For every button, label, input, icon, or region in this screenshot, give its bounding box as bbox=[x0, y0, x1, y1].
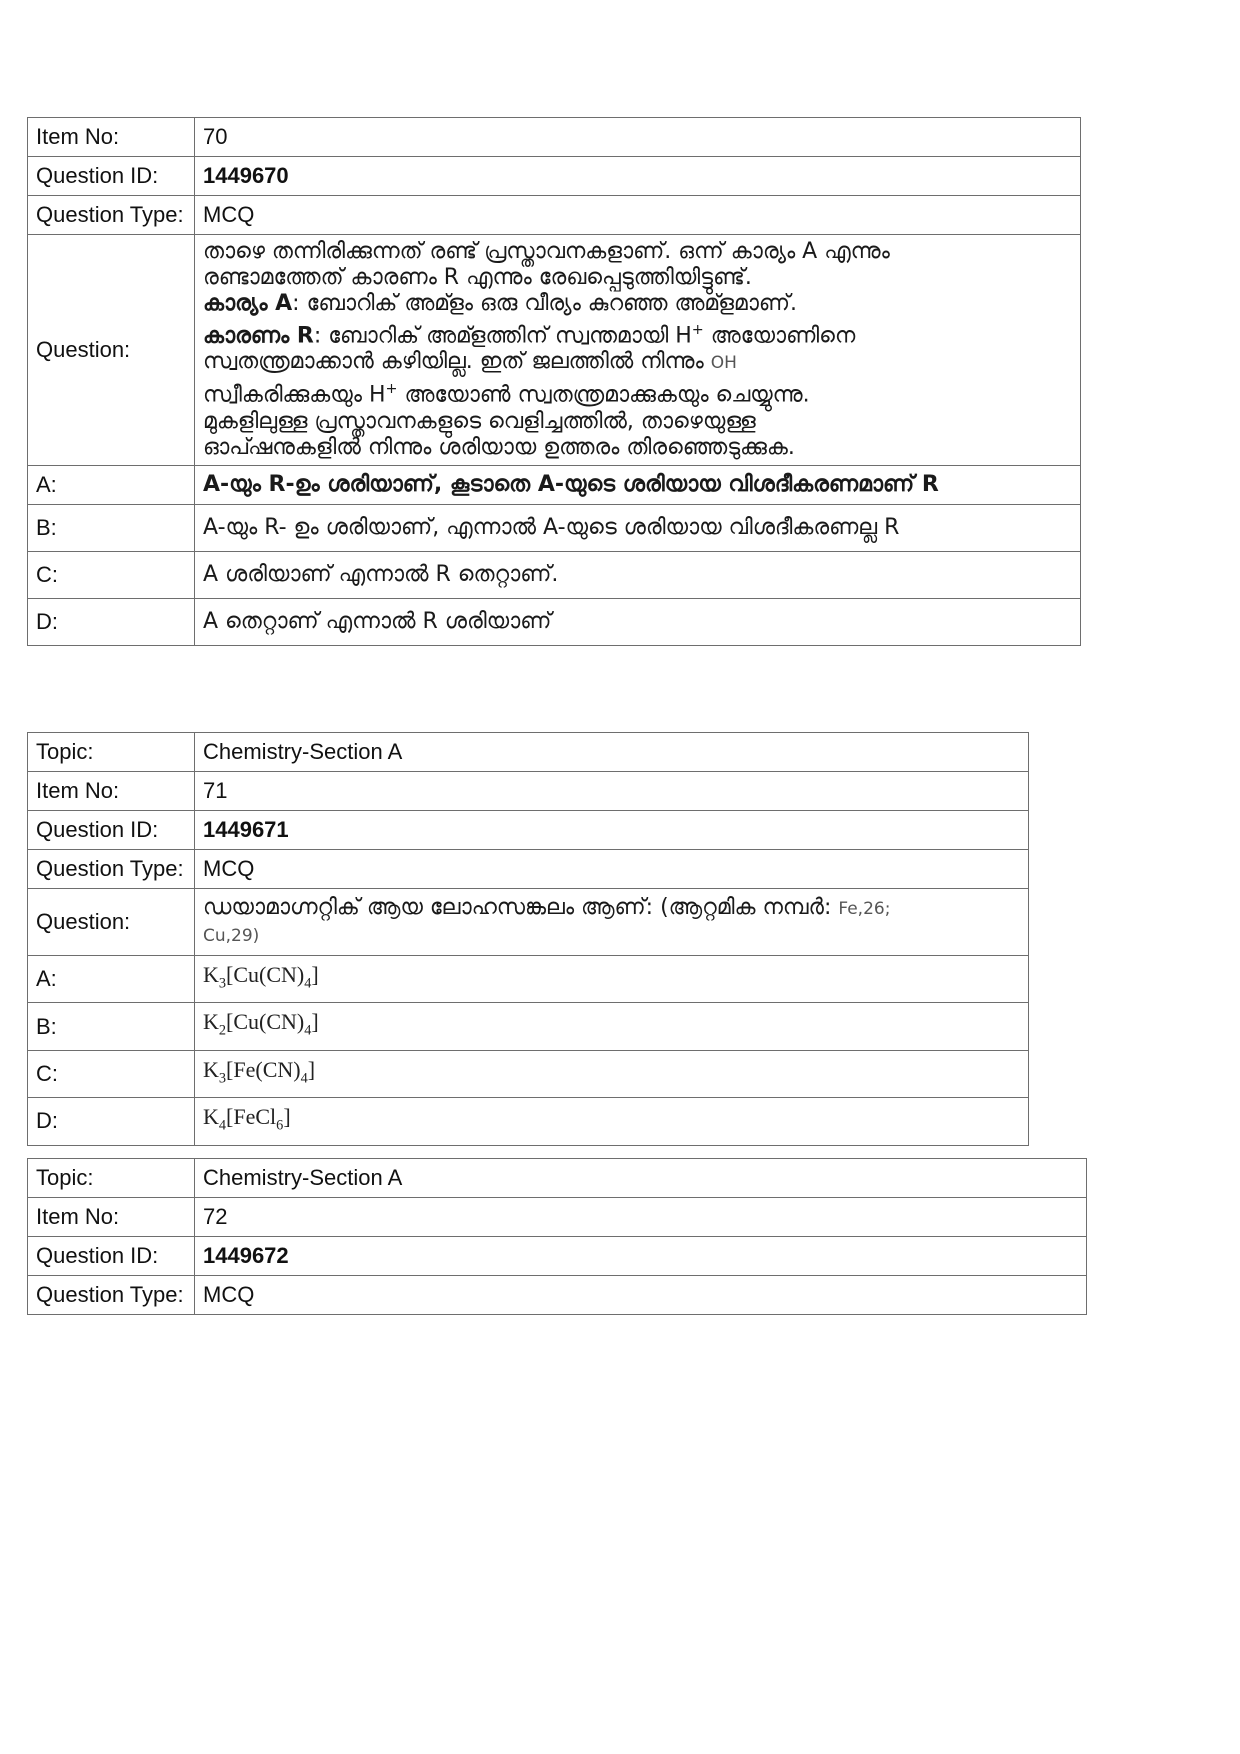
row-question-id bbox=[28, 811, 1029, 850]
question-line bbox=[203, 349, 1072, 376]
question-label: Question: bbox=[28, 889, 195, 956]
question-line bbox=[203, 376, 1072, 408]
item-no-label: Item No: bbox=[28, 772, 195, 811]
row-option-a bbox=[28, 465, 1081, 504]
question-line-text: അയോൺ സ്വതന്ത്രമാക്കുകയും ചെയ്യുന്നു. bbox=[397, 382, 810, 408]
row-topic bbox=[28, 733, 1029, 772]
row-option-a bbox=[28, 956, 1029, 1003]
assertion-label: കാര്യം A bbox=[203, 291, 293, 316]
row-question-type bbox=[28, 1276, 1087, 1315]
reason-text-tail: അയോണിനെ bbox=[703, 323, 856, 349]
question-atomic-numbers-2: Cu,29) bbox=[203, 926, 260, 946]
option-b-text: A-യും R- ഉം ശരിയാണ്, എന്നാൽ A-യുടെ ശരിയായ വിശദീകരണല്ല R bbox=[195, 504, 1081, 551]
question-type-label: Question Type: bbox=[28, 1276, 195, 1315]
question-type-value: MCQ bbox=[195, 850, 1029, 889]
item-no-value: 70 bbox=[195, 118, 1081, 157]
option-d-formula: $K_4[FeCl_6]$ bbox=[195, 1098, 1029, 1145]
question-type-label: Question Type: bbox=[28, 196, 195, 235]
row-option-b bbox=[28, 504, 1081, 551]
row-question bbox=[28, 889, 1029, 956]
topic-value: Chemistry-Section A bbox=[195, 733, 1029, 772]
question-line: മുകളിലുള്ള പ്രസ്താവനകളുടെ വെളിച്ചത്തിൽ, താഴെയുള്ള bbox=[203, 408, 756, 434]
row-question-id bbox=[28, 157, 1081, 196]
option-a-text: A-യും R-ഉം ശരിയാണ്, കൂടാതെ A-യുടെ ശരിയായ വിശദീകരണമാണ് R bbox=[195, 465, 1081, 504]
row-item-no bbox=[28, 772, 1029, 811]
option-a-label: A: bbox=[28, 956, 195, 1003]
row-option-d bbox=[28, 1098, 1029, 1145]
topic-label: Topic: bbox=[28, 733, 195, 772]
row-item-no bbox=[28, 118, 1081, 157]
topic-value: Chemistry-Section A bbox=[195, 1159, 1087, 1198]
row-question bbox=[28, 235, 1081, 466]
row-question-type bbox=[28, 196, 1081, 235]
assertion-text: : ബോറിക് അമ്ളം ഒരു വീര്യം കുറഞ്ഞ അമ്ളമാണ്. bbox=[292, 291, 798, 316]
question-line: താഴെ തന്നിരിക്കുന്നത് രണ്ട് പ്രസ്താവനകളാണ്. ഒന്ന് കാര്യം A എന്നും bbox=[203, 239, 890, 264]
topic-label: Topic: bbox=[28, 1159, 195, 1198]
question-id-value: 1449671 bbox=[203, 817, 289, 842]
option-d-label: D: bbox=[28, 1098, 195, 1145]
question-id-label: Question ID: bbox=[28, 157, 195, 196]
question-line bbox=[203, 291, 1072, 317]
question-id-label: Question ID: bbox=[28, 811, 195, 850]
option-c-text: A ശരിയാണ് എന്നാൽ R തെറ്റാണ്. bbox=[195, 551, 1081, 598]
question-text bbox=[195, 889, 1029, 956]
reason-label: കാരണം R bbox=[203, 323, 314, 349]
option-b-formula: $K_2[Cu(CN)_4]$ bbox=[195, 1003, 1029, 1050]
question-id-value: 1449670 bbox=[203, 163, 289, 188]
reason-text: : ബോറിക് അമ്ളത്തിന് സ്വന്തമായി H bbox=[313, 323, 692, 349]
option-d-label: D: bbox=[28, 598, 195, 645]
question-table-72 bbox=[27, 1158, 1087, 1315]
question-type-value: MCQ bbox=[195, 1276, 1087, 1315]
option-d-text: A തെറ്റാണ് എന്നാൽ R ശരിയാണ് bbox=[195, 598, 1081, 645]
option-b-label: B: bbox=[28, 1003, 195, 1050]
row-question-type bbox=[28, 850, 1029, 889]
option-b-label: B: bbox=[28, 504, 195, 551]
question-line-text: സ്വതന്ത്രമാക്കാൻ കഴിയില്ല. ഇത് ജലത്തിൽ നിന്നും bbox=[203, 349, 711, 375]
item-no-value: 71 bbox=[195, 772, 1029, 811]
question-line bbox=[203, 317, 1072, 349]
question-id-value: 1449672 bbox=[203, 1243, 289, 1268]
item-no-value: 72 bbox=[195, 1198, 1087, 1237]
question-line: രണ്ടാമത്തേത് കാരണം R എന്നും രേഖപ്പെടുത്തിയിട്ടുണ്ട്. bbox=[203, 265, 752, 290]
oh-text: OH bbox=[710, 353, 737, 374]
row-option-b bbox=[28, 1003, 1029, 1050]
option-a-label: A: bbox=[28, 465, 195, 504]
row-option-d bbox=[28, 598, 1081, 645]
row-option-c bbox=[28, 1050, 1029, 1097]
option-c-formula: $K_3[Fe(CN)_4]$ bbox=[195, 1050, 1029, 1097]
row-item-no bbox=[28, 1198, 1087, 1237]
question-type-value: MCQ bbox=[195, 196, 1081, 235]
option-a-formula: $K_3[Cu(CN)_4]$ bbox=[195, 956, 1029, 1003]
question-table-70 bbox=[27, 117, 1081, 646]
row-topic bbox=[28, 1159, 1087, 1198]
item-no-label: Item No: bbox=[28, 1198, 195, 1237]
question-label: Question: bbox=[28, 235, 195, 466]
option-c-label: C: bbox=[28, 551, 195, 598]
question-type-label: Question Type: bbox=[28, 850, 195, 889]
plus-sign: + bbox=[691, 322, 704, 338]
question-line-text: സ്വീകരിക്കുകയും H bbox=[203, 382, 386, 408]
row-question-id bbox=[28, 1237, 1087, 1276]
question-main: ഡയാമാഗ്നറ്റിക് ആയ ലോഹസങ്കലം ആണ്: (ആറ്റമിക നമ്പർ: bbox=[203, 895, 839, 920]
question-line: ഓപ്ഷനുകളിൽ നിന്നും ശരിയായ ഉത്തരം തിരഞ്ഞെടുക്കുക. bbox=[203, 434, 795, 460]
question-id-label: Question ID: bbox=[28, 1237, 195, 1276]
question-text bbox=[195, 235, 1081, 466]
row-option-c bbox=[28, 551, 1081, 598]
plus-sign: + bbox=[385, 381, 398, 398]
item-no-label: Item No: bbox=[28, 118, 195, 157]
question-table-71 bbox=[27, 732, 1029, 1146]
question-atomic-numbers: Fe,26; bbox=[838, 899, 891, 919]
option-c-label: C: bbox=[28, 1050, 195, 1097]
